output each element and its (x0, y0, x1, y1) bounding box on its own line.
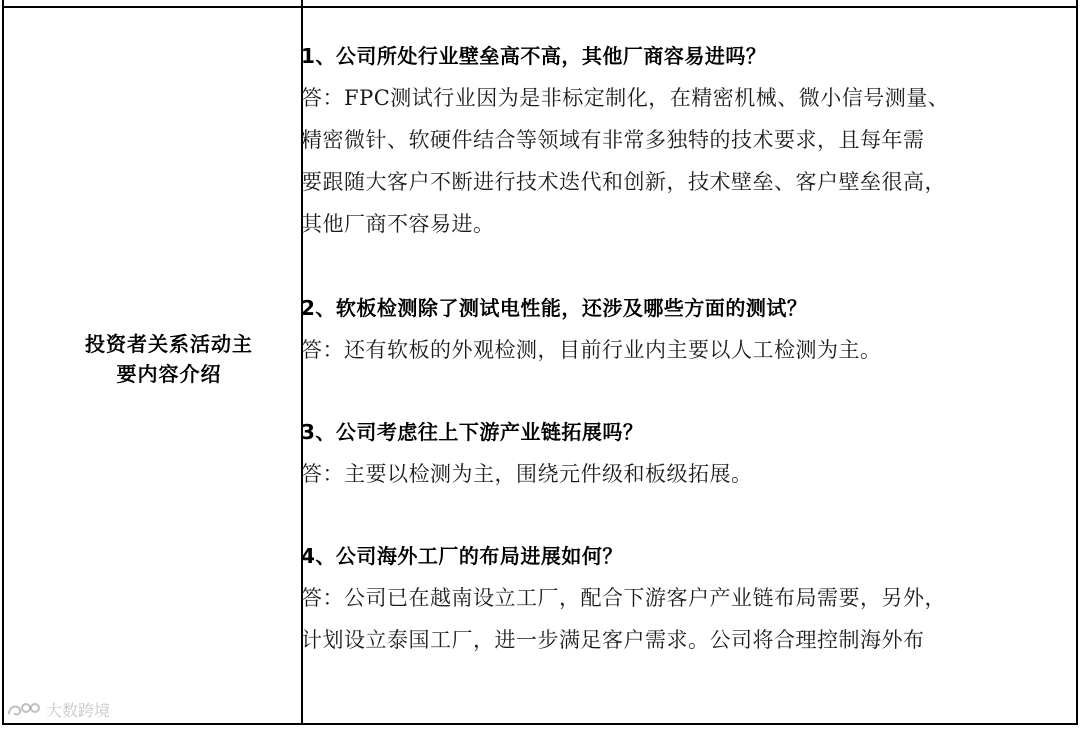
watermark-text: 大数跨境 (46, 701, 111, 720)
answer-1-line-4: 其他厂商不容易进。 (301, 212, 495, 236)
row-label-cell (44, 329, 294, 389)
answer-3-line-1: 答：主要以检测为主，围绕元件级和板级拓展。 (301, 462, 753, 486)
answer-2-line-1: 答：还有软板的外观检测，目前行业内主要以人工检测为主。 (301, 338, 882, 362)
answer-1 (301, 77, 1076, 245)
spacer (301, 371, 1076, 411)
question-4: 4、公司海外工厂的布局进展如何？ (301, 544, 623, 568)
answer-1-line-1: 答：FPC测试行业因为是非标定制化，在精密机械、微小信号测量、 (301, 86, 950, 110)
answer-4-line-2: 计划设立泰国工厂，进一步满足客户需求。公司将合理控制海外布 (301, 628, 925, 652)
answer-1-line-2: 精密微针、软硬件结合等领域有非常多独特的技术要求，且每年需 (301, 128, 925, 152)
question-1: 1、公司所处行业壁垒高不高，其他厂商容易进吗？ (301, 44, 767, 68)
qa-content (301, 35, 1076, 661)
answer-4 (301, 577, 1076, 661)
answer-4-line-1: 答：公司已在越南设立工厂，配合下游客户产业链布局需要，另外， (301, 586, 946, 610)
qa-item-1 (301, 35, 1076, 245)
question-2: 2、软板检测除了测试电性能，还涉及哪些方面的测试？ (301, 296, 808, 320)
answer-2 (301, 329, 1076, 371)
logo-mark-icon (6, 700, 42, 720)
spacer (301, 495, 1076, 535)
qa-item-2 (301, 287, 1076, 371)
qa-item-3 (301, 411, 1076, 495)
row-label-line-2: 要内容介绍 (116, 362, 222, 386)
qa-item-4 (301, 535, 1076, 661)
table-top-border (4, 6, 1076, 8)
answer-3 (301, 453, 1076, 495)
row-label-line-1: 投资者关系活动主 (85, 332, 253, 356)
answer-1-line-3: 要跟随大客户不断进行技术迭代和创新，技术壁垒、客户壁垒很高， (301, 170, 946, 194)
spacer (301, 245, 1076, 287)
watermark (6, 698, 110, 721)
question-3: 3、公司考虑往上下游产业链拓展吗？ (301, 420, 644, 444)
